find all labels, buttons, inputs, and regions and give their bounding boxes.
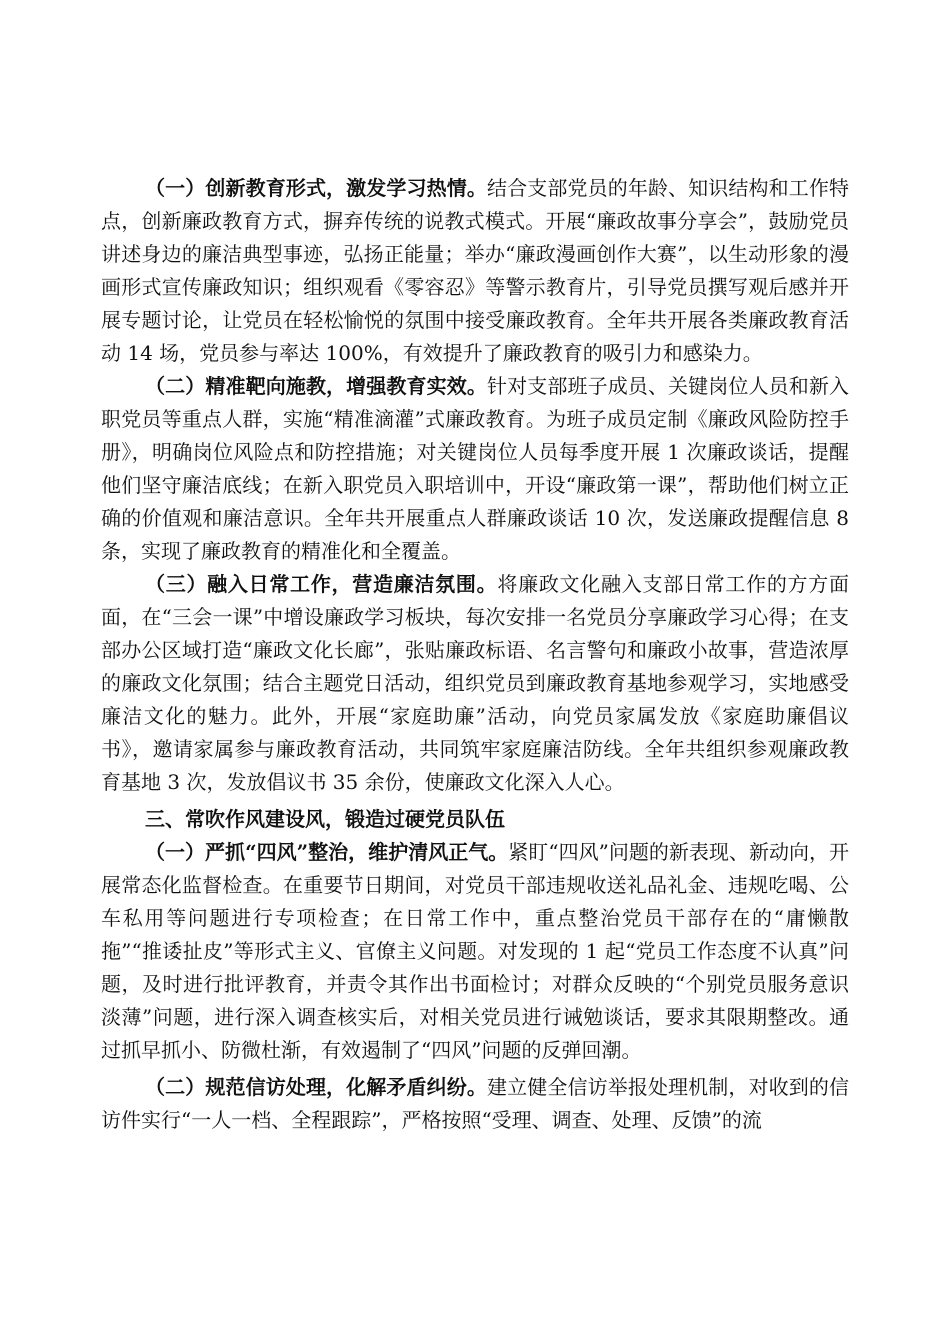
paragraph-text: 将廉政文化融入支部日常工作的方方面面，在“三会一课”中增设廉政学习板块，每次安排一名党员分享廉政学习心得；在支部办公区域打造“廉政文化长廊”，张贴廉政标语、名言警句和廉政小故事，营造浓厚的廉政文化氛围；结合主题党日活动，组织党员到廉政教育基地参观学习，实地感受廉洁文化的魅力。此外，开展“家庭助廉”活动，向党员家属发放《家庭助廉倡议书》，邀请家属参与廉政教育活动，共同筑牢家庭廉洁防线。全年共组织参观廉政教育基地 3 次，发放倡议书 35 余份，使廉政文化深入人心。 bbox=[101, 572, 850, 794]
paragraph-targeted-education bbox=[101, 370, 849, 568]
paragraph-lead: （一）严抓“四风”整治，维护清风正气。 bbox=[145, 840, 509, 864]
paragraph-lead: （一）创新教育形式，激发学习热情。 bbox=[145, 176, 487, 200]
paragraph-innovate-education bbox=[101, 172, 849, 370]
paragraph-lead: （三）融入日常工作，营造廉洁氛围。 bbox=[145, 572, 498, 596]
section-heading: 三、常吹作风建设风，锻造过硬党员队伍 bbox=[145, 807, 505, 831]
paragraph-text: 针对支部班子成员、关键岗位人员和新入职党员等重点人群，实施“精准滴灌”式廉政教育。为班子成员定制《廉政风险防控手册》，明确岗位风险点和防控措施；对关键岗位人员每季度开展 1 次廉政谈话，提醒他们坚守廉洁底线；在新入职党员入职培训中，开设“廉政第一课”，帮助他们树立正确的价值观和廉洁意识。全年共开展重点人群廉政谈话 10 次，发送廉政提醒信息 8 条，实现了廉政教育的精准化和全覆盖。 bbox=[101, 374, 849, 563]
paragraph-four-winds bbox=[101, 836, 849, 1067]
paragraph-text: 建立健全信访举报处理机制，对收到的信访件实行“一人一档、全程跟踪”，严格按照“受理、调查、处理、反馈”的流 bbox=[101, 1075, 849, 1132]
paragraph-lead: （二）规范信访处理，化解矛盾纠纷。 bbox=[145, 1075, 487, 1099]
paragraph-daily-integration bbox=[101, 568, 849, 799]
paragraph-text: 紧盯“四风”问题的新表现、新动向，开展常态化监督检查。在重要节日期间，对党员干部违规收送礼品礼金、违规吃喝、公车私用等问题进行专项检查；在日常工作中，重点整治党员干部存在的“庸懒散拖”“推诿扯皮”等形式主义、官僚主义问题。对发现的 1 起“党员工作态度不认真”问题，及时进行批评教育，并责令其作出书面检讨；对群众反映的“个别党员服务意识淡薄”问题，进行深入调查核实后，对相关党员进行诫勉谈话，要求其限期整改。通过抓早抓小、防微杜渐，有效遏制了“四风”问题的反弹回潮。 bbox=[101, 840, 849, 1062]
paragraph-text: 结合支部党员的年龄、知识结构和工作特点，创新廉政教育方式，摒弃传统的说教式模式。开展“廉政故事分享会”，鼓励党员讲述身边的廉洁典型事迹，弘扬正能量；举办“廉政漫画创作大赛”，以生动形象的漫画形式宣传廉政知识；组织观看《零容忍》等警示教育片，引导党员撰写观后感并开展专题讨论，让党员在轻松愉悦的氛围中接受廉政教育。全年共开展各类廉政教育活动 14 场，党员参与率达 100%，有效提升了廉政教育的吸引力和感染力。 bbox=[101, 176, 849, 365]
paragraph-lead: （二）精准靶向施教，增强教育实效。 bbox=[145, 374, 487, 398]
document-body bbox=[101, 172, 849, 1137]
paragraph-petitions bbox=[101, 1071, 849, 1137]
